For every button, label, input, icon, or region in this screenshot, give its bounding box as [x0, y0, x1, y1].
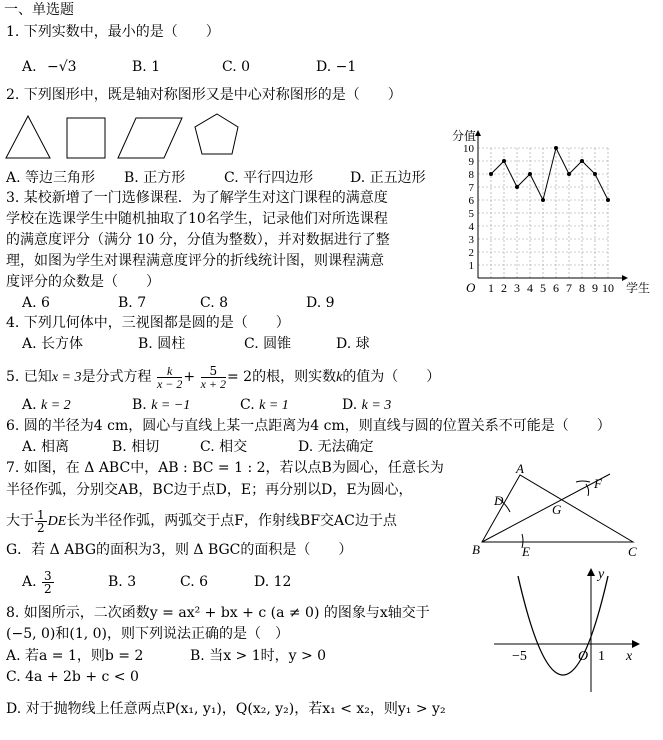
y-tick-label: 4	[468, 221, 474, 233]
parabola-curve	[518, 576, 608, 675]
q8-line1: 8. 如图所示，二次函数y = ax² + bx + c (a ≠ 0) 的图象与x轴交于	[6, 605, 430, 621]
q5-option-a: A. k = 2	[22, 397, 71, 413]
q6-option-d: D. 无法确定	[298, 439, 374, 455]
label-origin: O	[578, 649, 589, 664]
q1-option-b: B. 1	[132, 59, 161, 75]
q3-option-b: B. 7	[118, 295, 147, 311]
data-point	[502, 159, 506, 163]
q6-stem: 6. 圆的半径为4 cm，圆心与直线上某一点距离为4 cm，则直线与圆的位置关系不可能是（ ）	[6, 418, 611, 434]
y-tick-label: 5	[468, 208, 474, 220]
q8-option-d: D. 对于抛物线上任意两点P(x₁, y₁)，Q(x₂, y₂)，若x₁ < x₂，则y₁ > y₂	[6, 701, 446, 717]
q2-option-b: B. 正方形	[124, 170, 186, 186]
q5-option-d: D. k = 3	[342, 397, 392, 413]
q1-option-a: A. −√3	[22, 59, 77, 75]
q4-option-d: D. 球	[336, 336, 370, 352]
q2-option-a: A. 等边三角形	[6, 170, 96, 186]
y-tick-label: 1	[468, 260, 474, 272]
x-tick-label: 3	[514, 281, 520, 295]
parallelogram-shape	[118, 118, 182, 158]
y-tick-label: 7	[468, 182, 474, 194]
data-point	[489, 172, 493, 176]
label-g: G	[552, 502, 562, 517]
y-tick-label: 2	[468, 247, 474, 259]
q8-parabola-figure	[490, 564, 640, 694]
x-tick-label: 8	[579, 281, 585, 295]
q2-shapes	[0, 110, 280, 165]
q8-option-a: A. 若a = 1，则b = 2	[6, 648, 144, 664]
arc-f2	[576, 481, 590, 482]
x-tick-label: 6	[553, 281, 559, 295]
q5-fraction-2: $\frac{5}{x + 2}$	[200, 363, 226, 391]
y-axis-arrow	[587, 568, 595, 576]
q2-stem: 2. 下列图形中，既是轴对称图形又是中心对称图形的是（ ）	[6, 87, 402, 103]
data-point	[541, 198, 545, 202]
data-point	[593, 172, 597, 176]
y-tick-label: 8	[468, 169, 474, 181]
q4-option-a: A. 长方体	[22, 336, 84, 352]
data-point	[567, 172, 571, 176]
q5-option-b: B. k = −1	[132, 397, 191, 413]
data-point	[528, 172, 532, 176]
regular-pentagon-shape	[195, 114, 238, 154]
q7-option-a: A. $\frac{3}{2}$	[22, 568, 52, 596]
q8-option-b: B. 当x > 1时，y > 0	[190, 648, 327, 664]
q3-line4: 理，如图为学生对课程满意度评分的折线统计图，则课程满意	[6, 253, 384, 269]
q8-option-c: C. 4a + 2b + c < 0	[6, 669, 139, 685]
section-title: 一、单选题	[4, 2, 74, 18]
x-tick-label: 4	[527, 281, 533, 295]
y-axis-label: 分值	[452, 129, 477, 143]
y-tick-label: 3	[468, 234, 474, 246]
x-tick-label: 5	[540, 281, 546, 295]
q3-option-c: C. 8	[200, 295, 229, 311]
label-x: x	[626, 649, 633, 664]
q7-half-fraction: $\frac{1}{2}$	[37, 507, 45, 535]
q7-option-c: C. 6	[180, 574, 209, 590]
label-c: C	[628, 544, 637, 559]
data-point	[515, 185, 519, 189]
q5-fraction-1: $\frac{k}{x - 2}$	[156, 363, 183, 391]
q1-stem: 1. 下列实数中，最小的是（ ）	[6, 24, 220, 40]
q5-stem: 5. 已知x = 3是分式方程 $\frac{k}{x - 2}$ + $\frac{5}{x + 2}$ = 2的根，则实数k的值为（ ）	[6, 363, 441, 391]
label-1: 1	[598, 649, 605, 664]
q3-line2: 学校在选课学生中随机抽取了10名学生，记录他们对所选课程	[6, 211, 388, 227]
q4-option-c: C. 圆锥	[244, 336, 292, 352]
q7-line2: 半径作弧，分别交AB，BC边于点D，E；再分别以D，E为圆心，	[6, 482, 413, 498]
q2-option-c: C. 平行四边形	[224, 170, 314, 186]
label-b: B	[472, 542, 480, 557]
q7-line3: 大于 $\frac{1}{2}$ DE长为半径作弧，两弧交于点F，作射线BF交AC边于点	[6, 507, 397, 535]
label-minus-5: −5	[512, 649, 527, 664]
q1-option-d: D. −1	[316, 59, 357, 75]
data-point	[580, 159, 584, 163]
data-point	[606, 198, 610, 202]
y-tick-label: 9	[468, 156, 474, 168]
q4-option-b: B. 圆柱	[138, 336, 186, 352]
q3-line3: 的满意度评分（满分 10 分，分值为整数），并对数据进行了整	[6, 232, 390, 248]
y-tick-label: 10	[463, 143, 474, 155]
q2-option-d: D. 正五边形	[350, 170, 426, 186]
q6-option-b: B. 相切	[112, 439, 160, 455]
q7-option-d: D. 12	[254, 574, 292, 590]
q3-line1: 3. 某校新增了一门选修课程．为了解学生对这门课程的满意度	[6, 190, 388, 206]
x-tick-label: 1	[488, 281, 494, 295]
y-tick-label: 6	[468, 195, 474, 207]
q6-option-c: C. 相交	[200, 439, 248, 455]
origin-label: O	[466, 280, 476, 295]
satisfaction-line-chart	[448, 120, 658, 300]
square-shape	[67, 118, 105, 158]
q4-stem: 4. 下列几何体中，三视图都是圆的是（ ）	[6, 315, 290, 331]
label-d: D	[494, 493, 504, 508]
q7-option-b: B. 3	[108, 574, 137, 590]
q7-line1: 7. 如图，在 Δ ABC中，AB : BC = 1 : 2，若以点B为圆心，任意长为	[6, 460, 444, 476]
x-tick-label: 10	[602, 281, 614, 295]
x-tick-label: 9	[592, 281, 598, 295]
label-f: F	[594, 476, 602, 491]
q8-line2: (−5, 0)和(1, 0)，则下列说法正确的是（ ）	[6, 626, 290, 642]
x-axis-label: 学生	[626, 281, 651, 295]
equilateral-triangle-shape	[6, 116, 50, 158]
q7-triangle-figure	[470, 460, 650, 560]
q1-option-c: C. 0	[222, 59, 251, 75]
q3-option-d: D. 9	[306, 295, 335, 311]
x-tick-label: 7	[566, 281, 572, 295]
x-tick-label: 2	[501, 281, 507, 295]
label-y: y	[598, 567, 605, 582]
data-point	[554, 146, 558, 150]
label-e: E	[522, 544, 530, 559]
q3-option-a: A. 6	[22, 295, 50, 311]
q7-line4: G．若 Δ ABG的面积为3，则 Δ BGC的面积是（ ）	[6, 542, 353, 558]
label-a: A	[516, 461, 524, 476]
x-axis-arrow	[632, 640, 640, 648]
q6-option-a: A. 相离	[22, 439, 70, 455]
q3-line5: 度评分的众数是（ ）	[6, 274, 160, 290]
q5-option-c: C. k = 1	[240, 397, 289, 413]
